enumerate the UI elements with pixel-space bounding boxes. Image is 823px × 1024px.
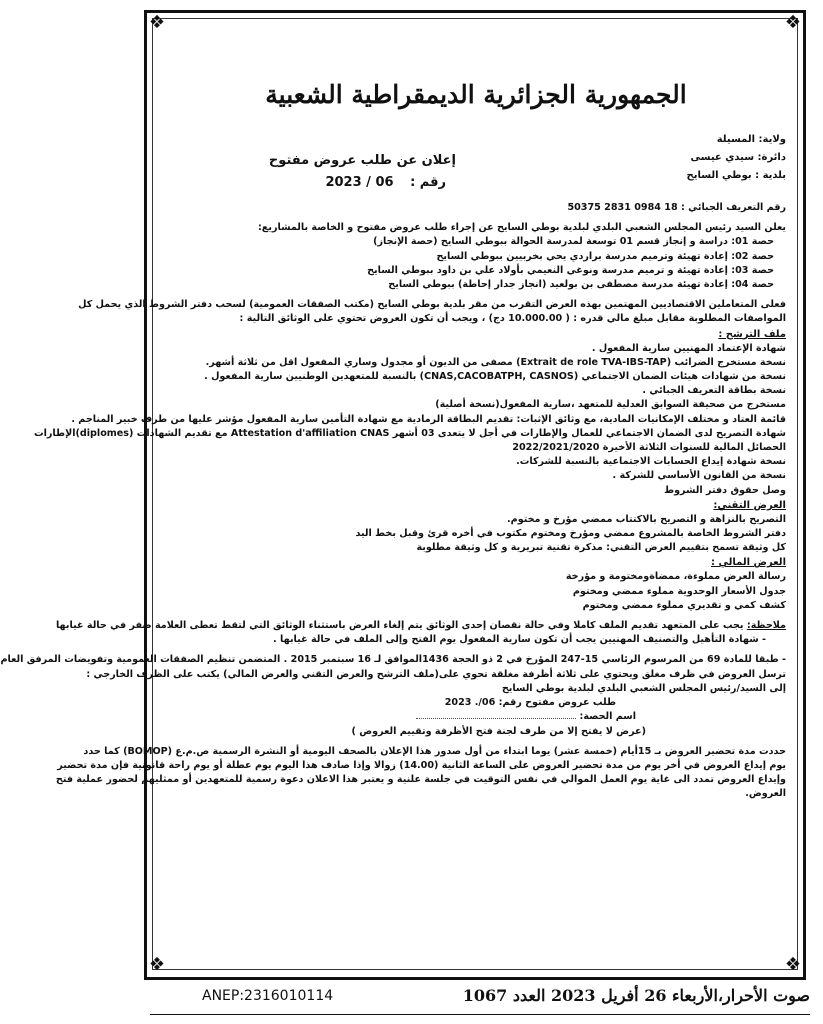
daira-label: دائرة: سيدي عيسى	[690, 152, 786, 163]
envelope-line: طلب عروض مفتوح رقم: 06/. 2023	[444, 697, 616, 709]
header-block	[166, 131, 786, 201]
lot-name-blank	[416, 718, 576, 719]
number-value: 06 / 2023	[325, 175, 394, 190]
list-item: وصل حقوق دفتر الشروط	[664, 484, 786, 496]
newspaper-footer	[150, 984, 810, 1014]
corner-ornament-icon: ❖	[148, 954, 166, 975]
list-item: حصة 04: إعادة تهيئة مدرسة مصطفى بن بولعيد (انجاز جدار إحاطة) ببوطي السايح	[388, 279, 774, 291]
paragraph-line: فعلى المتعاملين الاقتصاديين المهتمين بهذه العرض التقرب من مقر بلدية بوطي السايح (مكتب الصفقات العمومية) لسحب دفتر الشروط الذي يحمل كل	[78, 299, 786, 311]
newspaper-masthead: صوت الأحرار،الأربعاء 26 أفريل 2023 العدد 1067	[462, 986, 810, 1005]
list-item: نسخة مستخرج الضرائب (Extrait de role TVA-IBS-TAP) مصفى من الديون أو مجدول وساري المفعول اقل من ثلاثة أشهر.	[205, 356, 786, 368]
lots-list	[166, 235, 786, 292]
section-heading-candidature: ملف الترشح :	[718, 328, 786, 340]
financial-list	[166, 570, 786, 613]
paragraph-line: المواصفات المطلوبة مقابل مبلغ مالي قدره : ( 10.000.00 دج) ، ويجب أن تكون العروض تحتوي على الوثائق التالية :	[239, 313, 786, 325]
section-heading-financial: العرض المالي :	[711, 557, 786, 569]
decree-line: - طبقا للمادة 69 من المرسوم الرئاسي 15-247 المؤرخ في 2 ذو الحجة 1436الموافق لـ 16 سبتمبر 2015 . المتضمن تنظيم الصفقات العمومية وتفويضات المرفق العام	[0, 654, 786, 666]
list-item: رسالة العرض مملوءة، ممضاةومختومة و مؤرخة	[565, 571, 786, 583]
list-item: دفتر الشروط الخاصة بالمشروع ممضي ومؤرخ ومختوم مكتوب في أخره قرئ وقبل بخط اليد	[355, 528, 786, 540]
note	[55, 619, 786, 633]
list-item: حصة 01: دراسة و إنجاز قسم 01 توسعة لمدرسة الحوالة ببوطي السايح (حصة الإنجاز)	[373, 236, 774, 248]
number-label: رقم :	[410, 175, 446, 190]
baladia-label: بلدية : بوطي السايح	[686, 170, 786, 181]
list-item: حصة 02: إعادة تهيئة وترميم مدرسة براردي يحي بخربيين ببوطي السايح	[436, 250, 774, 262]
nif-label: رقم التعريف الجبائي : 18 0984 2831 50375	[567, 202, 786, 213]
note-line: - شهادة التأهيل والتصنيف المهنيين يجب أن تكون سارية المفعول يوم الفتح وإلى الملف في حالة غيابها .	[273, 634, 766, 646]
list-item: نسخة شهادة إيداع الحسابات الاجتماعية بالنسبة للشركات.	[516, 456, 786, 468]
final-paragraph-line: العروض.	[745, 788, 786, 800]
list-item: نسخة من القانون الأساسي للشركة .	[612, 470, 786, 482]
section-heading-technical: العرض التقني:	[713, 499, 786, 511]
announcement-title: إعلان عن طلب عروض مفتوح	[268, 153, 456, 168]
list-item: شهادة الإعتماد المهنيين سارية المفعول .	[591, 342, 786, 354]
list-item: جدول الأسعار الوحدوية مملوء ممضي ومختوم	[572, 585, 786, 597]
decree-line: ترسل العروض في ظرف مغلق ويحتوي على ثلاثة أظرفة مغلقة تحوي على(ملف الترشح والعرض التقني والعرض المالي) يكتب على الظرف الخارجي :	[86, 668, 786, 680]
announcement-body	[0, 28, 786, 974]
final-paragraph-line: حددت مدة تحضير العروض بـ 15أيام (خمسة عشر) يوما ابتداء من أول صدور هذا الإعلان بالصحف اليومية أو النشرة الرسمية ص.م.ع (BOMOP) كما حدد	[83, 745, 786, 757]
list-item: حصة 03: إعادة تهيئة و ترميم مدرسة ونوغي النعيمي بأولاد علي بن داود ببوطي السايح	[367, 264, 774, 276]
list-item: مستخرج من صحيفة السوابق العدلية للمتعهد ،سارية المفعول(نسخة أصلية)	[435, 399, 786, 411]
address-line: إلى السيد/رئيس المجلس الشعبي البلدي لبلدية بوطي السايح	[501, 682, 786, 694]
issuer-info	[536, 131, 786, 185]
note-text: يجب على المتعهد تقديم الملف كاملا وفي حالة نقصان إحدى الوثائق يتم إلغاء العرض باستثناء الوثائق التي لتقط تعطى العلامة صفر في حالة غيابها	[55, 620, 744, 632]
list-item: كشف كمي و تقديري مملوء ممضي ومختوم	[582, 599, 786, 611]
final-paragraph-line: وإيداع العروض تمدد الى غاية يوم العمل الموالي في نفس التوقيت في جلسة علنية و يعتبر هذا الاعلان دعوة رسمية للمتعهدين أو ممثليهم لحضور عملية فتح	[55, 774, 786, 786]
corner-ornament-icon: ❖	[784, 954, 802, 975]
envelope-lot-name	[166, 710, 786, 724]
page-title: الجمهورية الجزائرية الديمقراطية الشعبية	[265, 80, 687, 109]
anep-reference: ANEP:2316010114	[202, 988, 334, 1004]
envelope-note: (عرض لا يفتح إلا من طرف لجنة فتح الأظرفة وتقييم العروض )	[351, 725, 646, 737]
technical-list	[166, 513, 786, 556]
list-item: شهادة التصريح لدى الضمان الاجتماعي للعمال والإطارات في أجل لا يتعدى 03 أشهر Attestation d'affiliation CNAS مع تقديم الشهادات (diplomes)الإطارات	[33, 427, 786, 439]
corner-ornament-icon: ❖	[148, 12, 166, 33]
lot-name-label: اسم الحصة:	[579, 711, 636, 723]
final-paragraph-line: يوم إيداع العروض في أخر يوم من مدة تحضير العروض على الساعة الثانية (14.00) زوالا وإذا صادف هذا اليوم يوم عطلة أو يوم راحة قانونية فإن مدة تحضير	[57, 759, 786, 771]
list-item: نسخة من شهادات هيئات الضمان الاجتماعي (CNAS,CACOBATPH, CASNOS) بالنسبة للمتعهدين الوطنيين سارية المفعول .	[204, 371, 786, 383]
footer-divider	[150, 1014, 810, 1015]
wilaya-label: ولاية: المسيلة	[716, 134, 786, 145]
list-item: قائمة العتاد و مختلف الإمكانيات المادية، مع وثائق الإثبات: تقديم البطاقة الرمادية مع شهادة التأمين سارية المفعول مؤشر عليها من طرف خبير المناجم .	[71, 413, 786, 425]
note-label: ملاحظة:	[746, 620, 786, 632]
corner-ornament-icon: ❖	[784, 12, 802, 33]
candidature-list	[33, 342, 786, 498]
list-item: التصريح بالنزاهة و التصريح بالاكتتاب ممضي مؤرخ و مختوم.	[507, 513, 786, 525]
list-item: نسخة بطاقة التعريف الجبائي .	[642, 385, 786, 397]
list-item: الحصائل المالية للسنوات الثلاثة الأخيرة 2022/2021/2020	[512, 442, 786, 454]
list-item: كل وثيقة تسمح بتقييم العرض التقني: مذكرة تقنية تبريرية و كل وثيقة مطلوبة	[416, 542, 786, 554]
announcement-number	[313, 175, 446, 190]
intro-text: يعلن السيد رئيس المجلس الشعبي البلدي لبلدية بوطي السايح عن إجراء طلب عروض مفتوح و الخاصة بالمشاريع:	[257, 222, 786, 234]
